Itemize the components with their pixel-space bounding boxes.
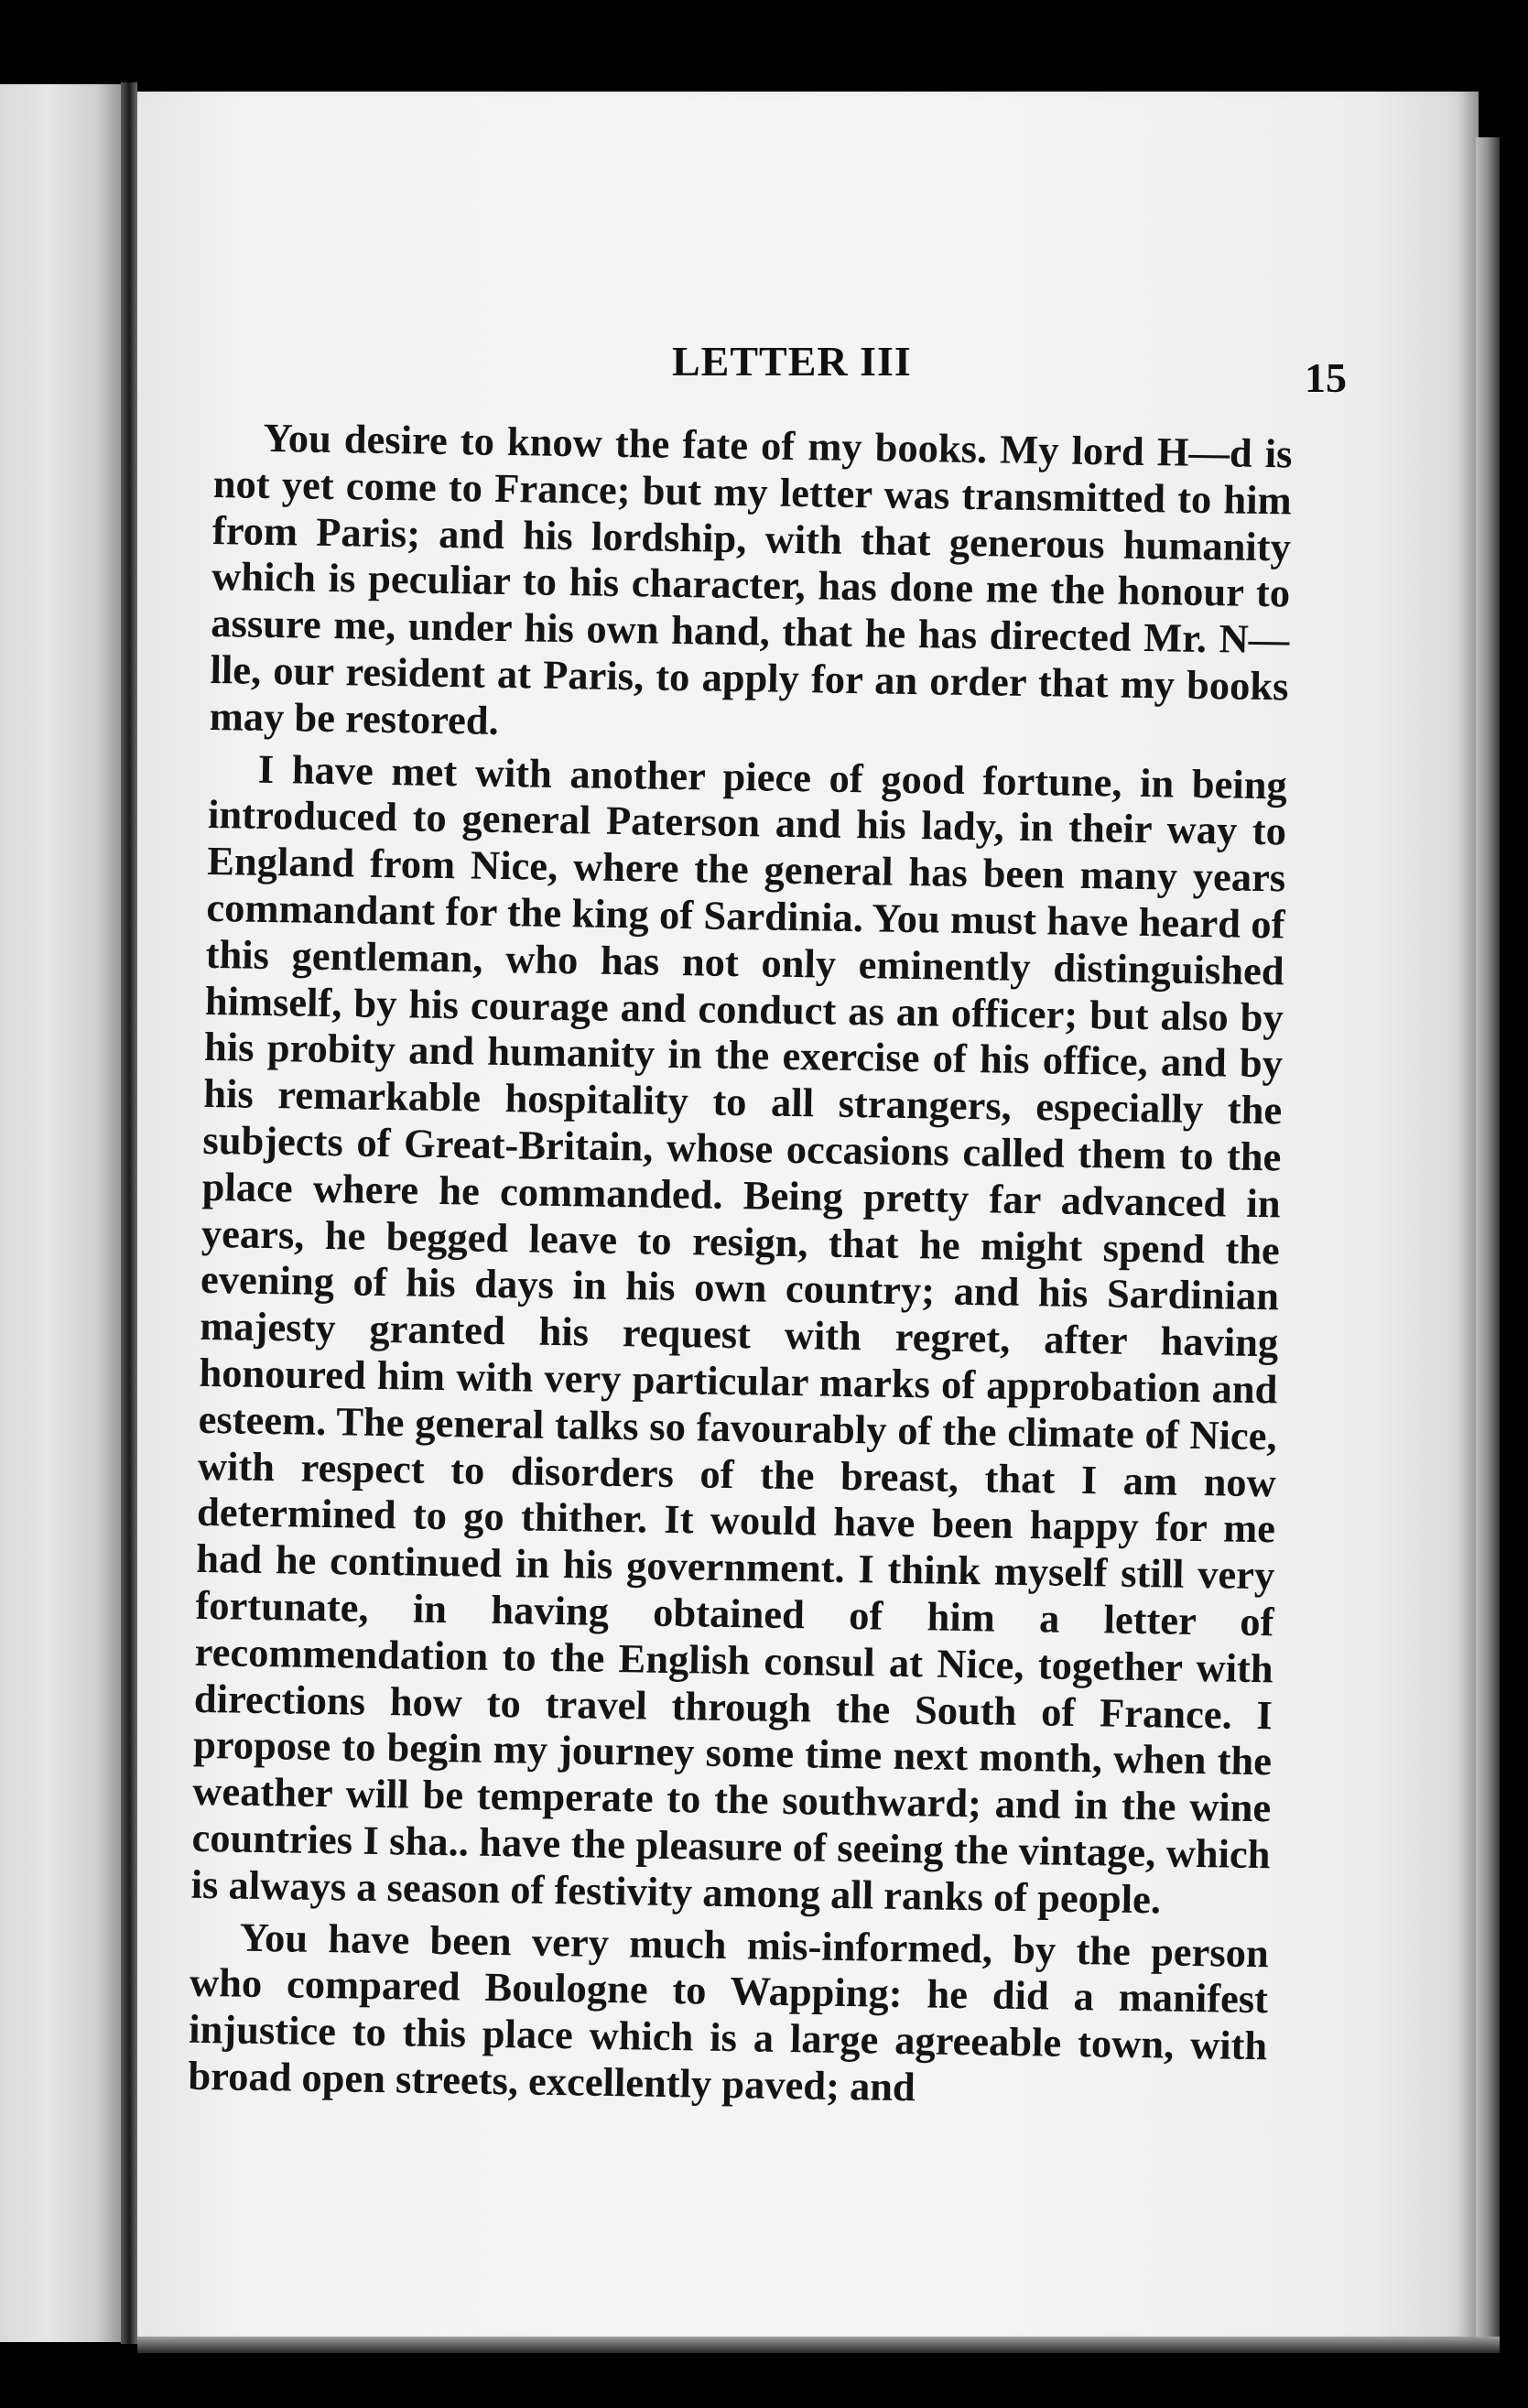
book-gutter xyxy=(121,82,137,2344)
facing-page-edge xyxy=(0,84,121,2342)
paragraph-boulogne: You have been very much mis-informed, by the person who compared Boulogne to Wapping: he did a manifest injustice to this place which is a large agreeable town, with broad open streets, excellently paved; and xyxy=(188,1914,1270,2110)
paragraph-general-paterson: I have met with another piece of good fortune, in being introduced to general Paterson and his lady, in their way to England from Nice, where the general has been many years commandant for the king of Sardinia. You must have heard of this gentleman, who has not only eminently distinguished himself, by his courage and conduct as an officer; but also by his probity and humanity in the exercise of his office, and by his remarkable hospitality to all strangers, especially the subjects of Great-Britain, whose occasions called them to the place where he commanded. Being pretty far advanced in years, he begged leave to resign, that he might spend the evening of his days in his own country; and his Sardinian majesty granted his request with regret, after having honoured him with very particular marks of approbation and esteem. The general talks so favourably of the climate of Nice, with respect to disorders of the breast, that I am now determined to go thither. It would have been happy for me had he continued in his government. I think myself still very fortunate, in having obtained of him a letter of recommendation to the English consul at Nice, together with directions how to travel through the South of France. I propose to begin my journey some time next month, when the weather will be temperate to the southward; and in the wine countries I sha.. have the pleasure of seeing the vintage, which is always a season of festivity among all ranks of people. xyxy=(190,745,1288,1923)
page-number: 15 xyxy=(1305,354,1347,401)
running-head xyxy=(137,337,1479,401)
body-text xyxy=(188,414,1293,2121)
book-page xyxy=(137,92,1479,2339)
page-fore-edge xyxy=(1476,137,1500,2353)
page-bottom-edge xyxy=(137,2337,1500,2353)
paragraph-books: You desire to know the fate of my books. My lord H—d is not yet come to France; but my letter was transmitted to him from Paris; and his lordship, with that generous humanity which is peculiar to his character, has done me the honour to assure me, under his own hand, that he has directed Mr. N—lle, our resident at Paris, to apply for an order that my books may be restored. xyxy=(209,414,1293,743)
running-title: LETTER III xyxy=(672,338,912,385)
